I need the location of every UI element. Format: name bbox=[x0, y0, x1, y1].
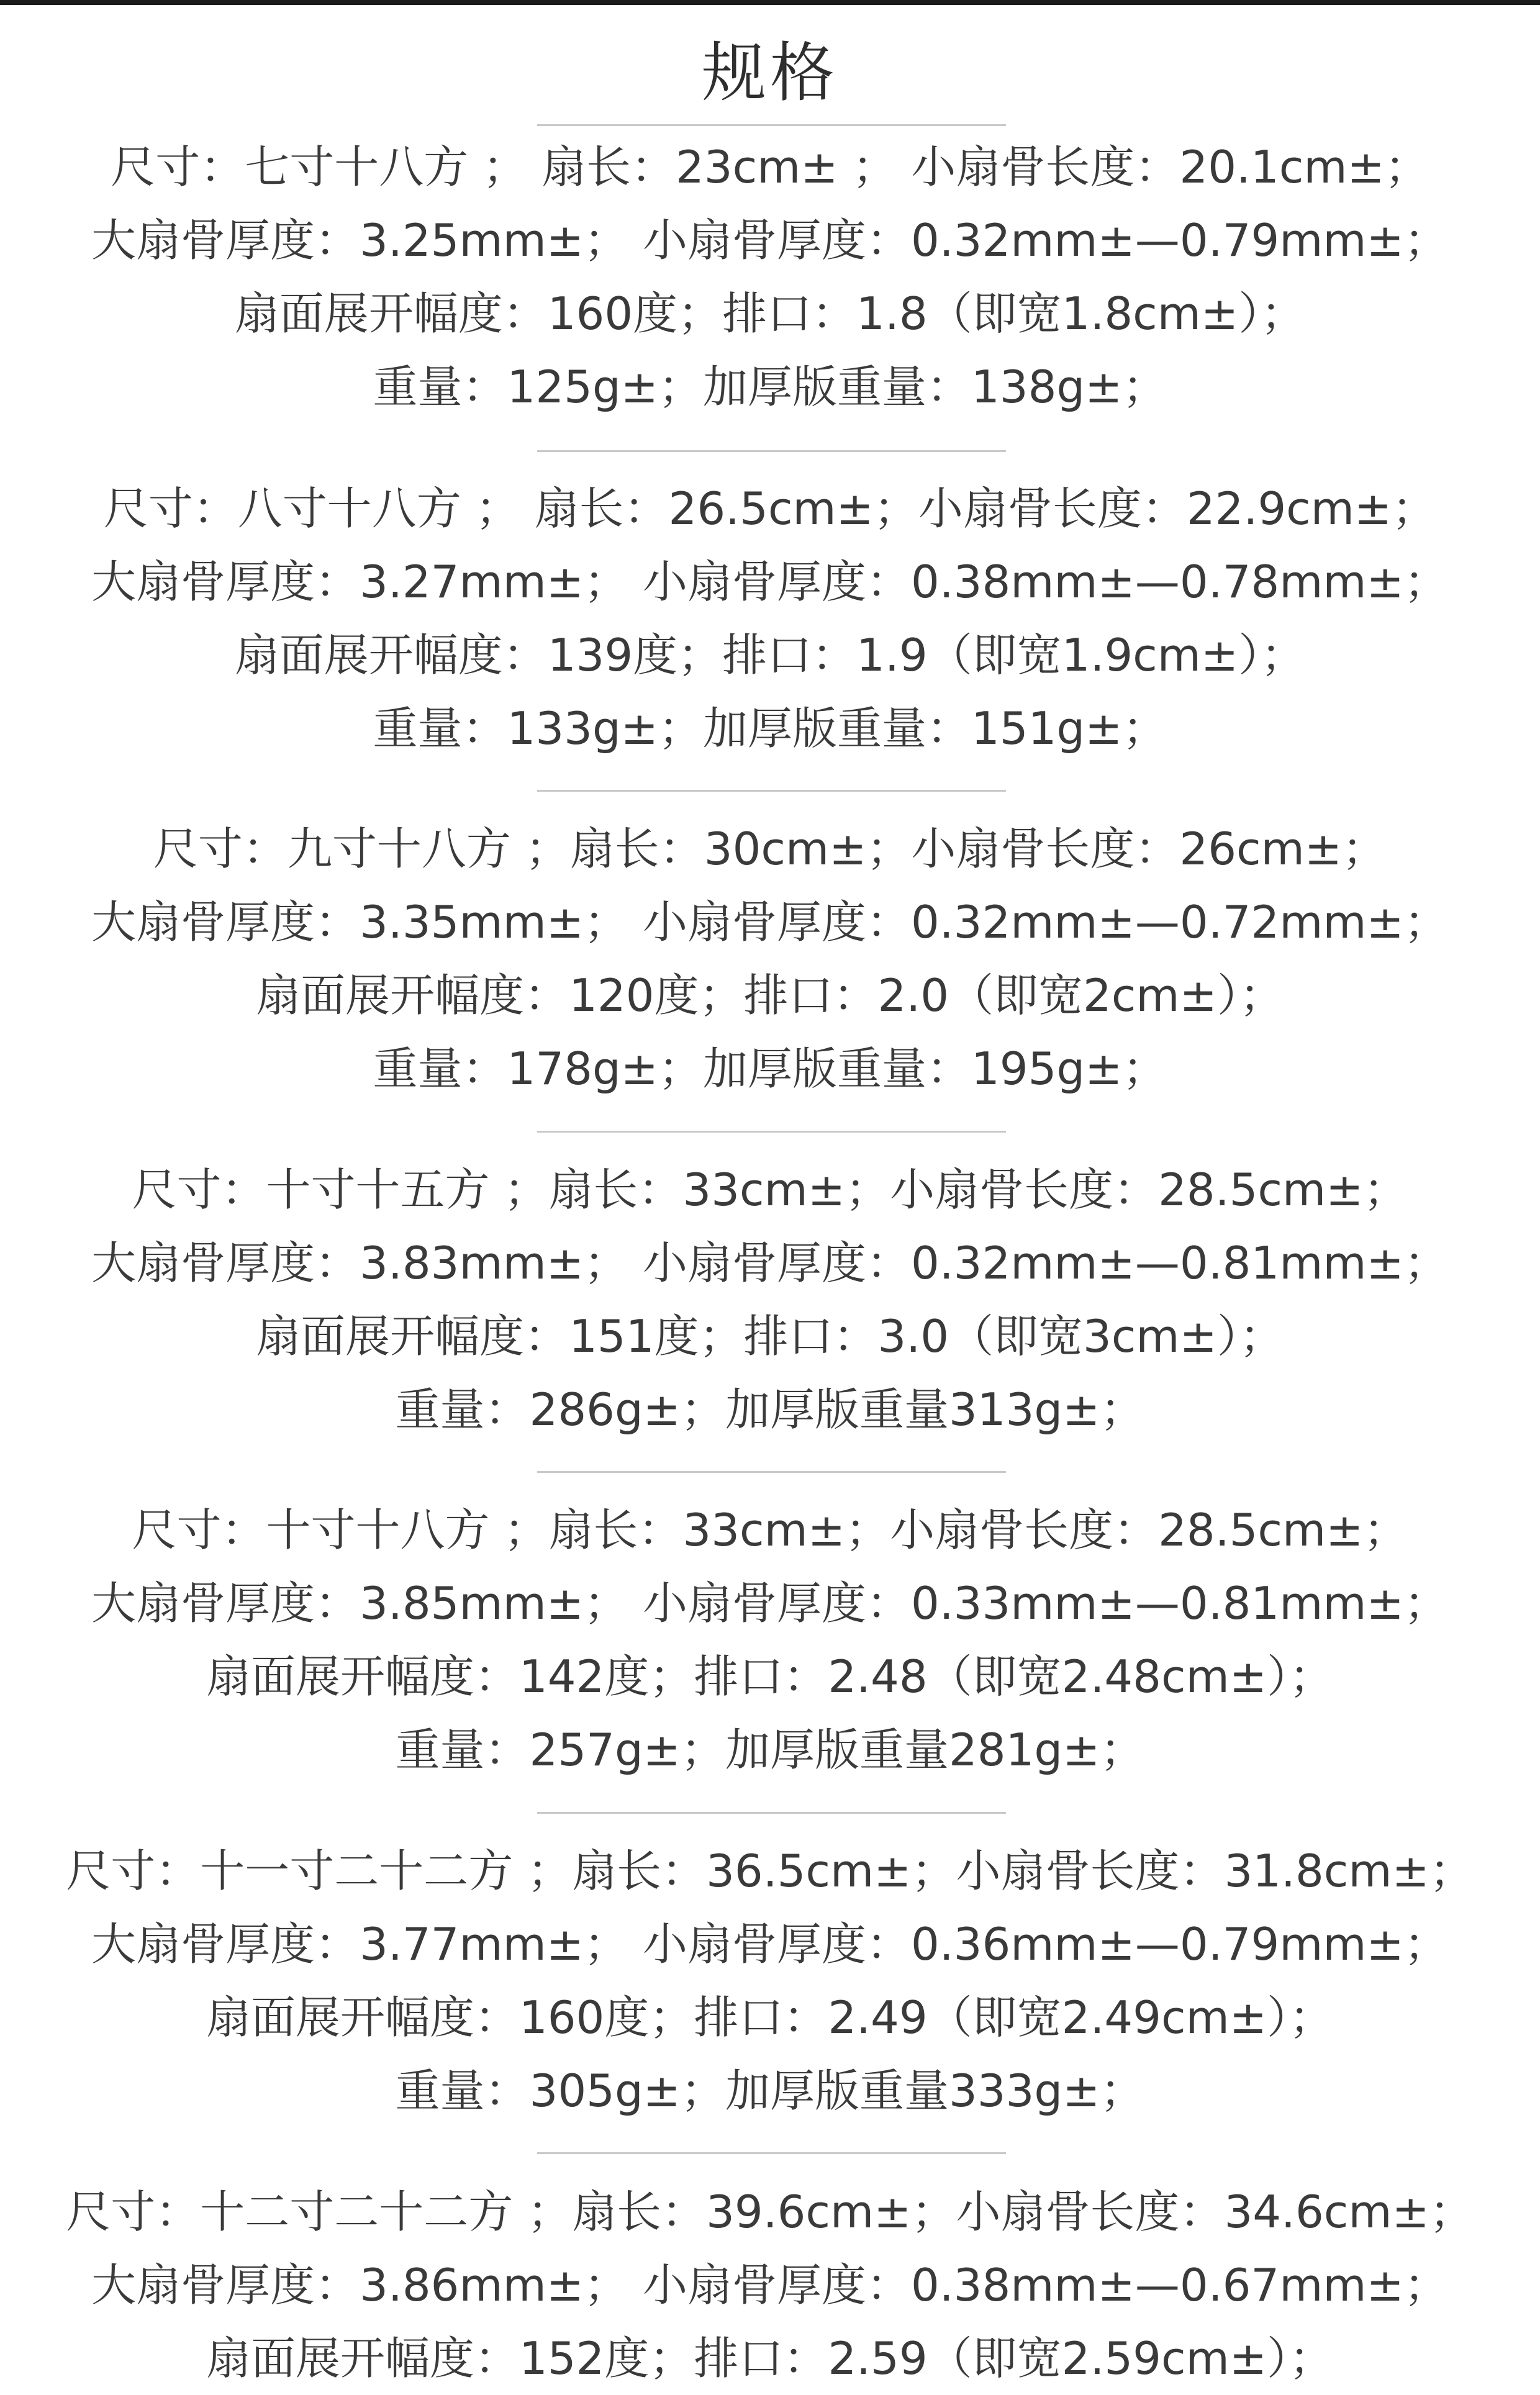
page-title: 规格 bbox=[701, 35, 838, 111]
spec-spread-line: 扇面展开幅度：151度；排口：3.0（即宽3cm±）； bbox=[256, 1310, 1284, 1362]
spec-block-11cun-22fang bbox=[0, 1834, 1540, 2127]
spec-size-line: 尺寸：十寸十五方 ；扇长：33cm±；小扇骨长度：28.5cm±； bbox=[132, 1164, 1408, 1216]
spec-divider bbox=[537, 450, 1006, 452]
spec-divider bbox=[537, 790, 1006, 792]
spec-weight-line: 重量：125g±；加厚版重量：138g±； bbox=[373, 361, 1167, 413]
spec-block-9cun-18fang bbox=[0, 812, 1540, 1105]
spec-thickness-line: 大扇骨厚度：3.27mm±； 小扇骨厚度：0.38mm±—0.78mm±； bbox=[91, 556, 1449, 608]
spec-block-7cun-18fang bbox=[0, 130, 1540, 423]
spec-spread-line: 扇面展开幅度：142度；排口：2.48（即宽2.48cm±）； bbox=[206, 1650, 1334, 1703]
spec-size-line: 尺寸：十二寸二十二方 ；扇长：39.6cm±；小扇骨长度：34.6cm±； bbox=[66, 2186, 1474, 2238]
title-divider bbox=[537, 124, 1006, 126]
spec-weight-line: 重量：257g±；加厚版重量281g±； bbox=[395, 1724, 1145, 1776]
spec-weight-line: 重量：178g±；加厚版重量：195g±； bbox=[373, 1043, 1167, 1095]
spec-spread-line: 扇面展开幅度：120度；排口：2.0（即宽2cm±）； bbox=[256, 969, 1284, 1021]
spec-block-10cun-15fang bbox=[0, 1153, 1540, 1446]
spec-block-12cun-22fang bbox=[0, 2175, 1540, 2395]
spec-weight-line: 重量：286g±；加厚版重量313g±； bbox=[395, 1383, 1145, 1436]
spec-divider bbox=[537, 1471, 1006, 1473]
spec-divider bbox=[537, 1812, 1006, 1814]
spec-spread-line: 扇面展开幅度：160度；排口：1.8（即宽1.8cm±）； bbox=[234, 287, 1306, 340]
spec-thickness-line: 大扇骨厚度：3.77mm±； 小扇骨厚度：0.36mm±—0.79mm±； bbox=[91, 1918, 1449, 1970]
spec-block-10cun-18fang bbox=[0, 1493, 1540, 1786]
spec-weight-line: 重量：305g±；加厚版重量333g±； bbox=[395, 2065, 1145, 2117]
spec-size-line: 尺寸：九寸十八方 ；扇长：30cm±；小扇骨长度：26cm±； bbox=[153, 823, 1387, 875]
spec-divider bbox=[537, 1131, 1006, 1133]
top-border-bar bbox=[0, 0, 1540, 5]
spec-thickness-line: 大扇骨厚度：3.83mm±； 小扇骨厚度：0.32mm±—0.81mm±； bbox=[91, 1237, 1449, 1289]
spec-size-line: 尺寸：十寸十八方 ；扇长：33cm±；小扇骨长度：28.5cm±； bbox=[132, 1504, 1408, 1556]
spec-size-line: 尺寸：十一寸二十二方 ；扇长：36.5cm±；小扇骨长度：31.8cm±； bbox=[66, 1845, 1474, 1897]
spec-size-line: 尺寸：八寸十八方 ； 扇长：26.5cm±；小扇骨长度：22.9cm±； bbox=[103, 482, 1437, 535]
spec-weight-line: 重量：133g±；加厚版重量：151g±； bbox=[373, 702, 1167, 754]
spec-thickness-line: 大扇骨厚度：3.35mm±； 小扇骨厚度：0.32mm±—0.72mm±； bbox=[91, 896, 1449, 948]
spec-divider bbox=[537, 2152, 1006, 2154]
spec-thickness-line: 大扇骨厚度：3.86mm±； 小扇骨厚度：0.38mm±—0.67mm±； bbox=[91, 2259, 1449, 2311]
spec-size-line: 尺寸：七寸十八方 ； 扇长：23cm± ； 小扇骨长度：20.1cm±； bbox=[111, 141, 1429, 193]
spec-thickness-line: 大扇骨厚度：3.85mm±； 小扇骨厚度：0.33mm±—0.81mm±； bbox=[91, 1577, 1449, 1629]
spec-thickness-line: 大扇骨厚度：3.25mm±； 小扇骨厚度：0.32mm±—0.79mm±； bbox=[91, 214, 1449, 266]
spec-spread-line: 扇面展开幅度：139度；排口：1.9（即宽1.9cm±）； bbox=[234, 629, 1306, 681]
spec-block-8cun-18fang bbox=[0, 472, 1540, 765]
spec-spread-line: 扇面展开幅度：160度；排口：2.49（即宽2.49cm±）； bbox=[206, 1991, 1334, 2044]
spec-spread-line: 扇面展开幅度：152度；排口：2.59（即宽2.59cm±）； bbox=[206, 2332, 1334, 2384]
